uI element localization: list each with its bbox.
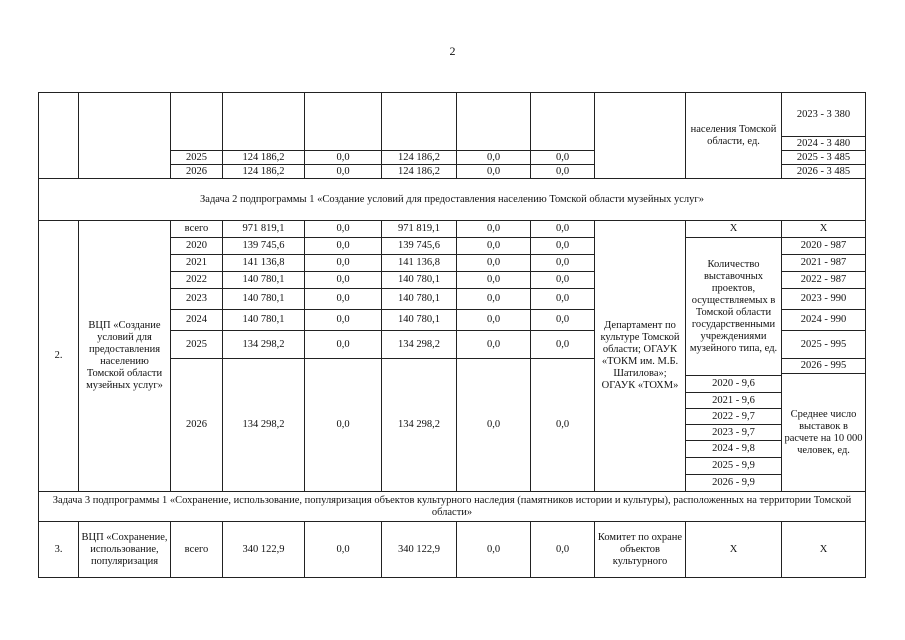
value-cell: 0,0 (305, 331, 382, 359)
year-cell: 2026 (171, 359, 223, 492)
value-cell: 134 298,2 (223, 331, 305, 359)
value-cell: 0,0 (305, 522, 382, 578)
target-cell: 2024 - 9,8 (686, 441, 782, 458)
target-cell: 2025 - 3 485 (782, 151, 866, 165)
value-cell: 0,0 (305, 255, 382, 272)
value-cell: 0,0 (531, 151, 595, 165)
value-cell: 140 780,1 (223, 310, 305, 331)
target-cell: 2023 - 9,7 (686, 425, 782, 441)
value-cell: 124 186,2 (382, 165, 457, 179)
value-cell: 140 780,1 (382, 272, 457, 289)
value-cell: 0,0 (457, 289, 531, 310)
year-cell: 2025 (171, 151, 223, 165)
year-cell: 2026 (171, 165, 223, 179)
value-cell: 140 780,1 (382, 310, 457, 331)
target-cell: 2026 - 9,9 (686, 475, 782, 492)
value-cell: 0,0 (457, 359, 531, 492)
table-row (39, 93, 866, 137)
target-cell: 2023 - 990 (782, 289, 866, 310)
value-cell: 141 136,8 (382, 255, 457, 272)
program-table (38, 92, 866, 578)
value-cell: 340 122,9 (382, 522, 457, 578)
table-row (39, 522, 866, 578)
value-cell: 0,0 (531, 522, 595, 578)
value-cell: 134 298,2 (382, 331, 457, 359)
year-cell: 2020 (171, 238, 223, 255)
row-number: 3. (39, 522, 79, 578)
value-cell: 0,0 (531, 359, 595, 492)
value-cell: 124 186,2 (382, 151, 457, 165)
year-cell: 2021 (171, 255, 223, 272)
indicator-cell: населения Томской области, ед. (686, 93, 782, 179)
page-number: 2 (449, 44, 456, 58)
value-cell: 134 298,2 (382, 359, 457, 492)
table-row (39, 221, 866, 238)
value-cell: 0,0 (531, 221, 595, 238)
x-mark: X (686, 522, 782, 578)
x-mark: X (782, 221, 866, 238)
value-cell: 971 819,1 (223, 221, 305, 238)
value-cell: 139 745,6 (382, 238, 457, 255)
target-cell: 2021 - 9,6 (686, 393, 782, 409)
x-mark: X (686, 221, 782, 238)
value-cell: 141 136,8 (223, 255, 305, 272)
value-cell: 124 186,2 (223, 165, 305, 179)
value-cell: 0,0 (531, 272, 595, 289)
value-cell: 0,0 (457, 238, 531, 255)
value-cell: 0,0 (305, 238, 382, 255)
target-cell: 2024 - 990 (782, 310, 866, 331)
value-cell: 0,0 (457, 310, 531, 331)
task-2-title: Задача 2 подпрограммы 1 «Создание условий для предоставления населению Томской области музейных услуг» (39, 179, 866, 221)
value-cell: 0,0 (457, 255, 531, 272)
value-cell: 0,0 (305, 359, 382, 492)
value-cell: 0,0 (531, 165, 595, 179)
indicator-cell: Среднее число выставок в расчете на 10 000 человек, ед. (782, 374, 866, 492)
year-cell: 2024 (171, 310, 223, 331)
value-cell: 0,0 (531, 238, 595, 255)
program-name: ВЦП «Создание условий для предоставления населению Томской области музейных услуг» (79, 221, 171, 492)
target-cell: 2026 - 995 (782, 359, 866, 374)
target-cell: 2025 - 9,9 (686, 458, 782, 475)
value-cell: 0,0 (305, 289, 382, 310)
row-number: 2. (39, 221, 79, 492)
value-cell: 0,0 (457, 165, 531, 179)
value-cell: 971 819,1 (382, 221, 457, 238)
target-cell: 2020 - 9,6 (686, 376, 782, 393)
value-cell: 0,0 (531, 289, 595, 310)
target-cell: 2022 - 987 (782, 272, 866, 289)
target-cell: 2026 - 3 485 (782, 165, 866, 179)
value-cell: 0,0 (531, 255, 595, 272)
value-cell: 134 298,2 (223, 359, 305, 492)
value-cell: 140 780,1 (223, 289, 305, 310)
year-cell: 2022 (171, 272, 223, 289)
x-mark: X (782, 522, 866, 578)
value-cell: 0,0 (305, 151, 382, 165)
target-cell: 2025 - 995 (782, 331, 866, 359)
executor-cell: Департамент по культуре Томской области; ОГАУК «ТОКМ им. М.Б. Шатилова»; ОГАУК «ТОХМ» (595, 221, 686, 492)
section-row (39, 179, 866, 221)
value-cell: 140 780,1 (223, 272, 305, 289)
indicator-cell: Количество выставочных проектов, осуществляемых в Томской области государственными учреждениями музейного типа, ед. (686, 238, 782, 376)
year-cell: всего (171, 522, 223, 578)
task-3-title: Задача 3 подпрограммы 1 «Сохранение, использование, популяризация объектов культурного наследия (памятников истории и культуры), расположенных на территории Томской области» (39, 492, 866, 522)
value-cell: 0,0 (457, 151, 531, 165)
target-cell: 2021 - 987 (782, 255, 866, 272)
target-cell: 2023 - 3 380 (782, 93, 866, 137)
year-cell: 2023 (171, 289, 223, 310)
target-cell: 2020 - 987 (782, 238, 866, 255)
value-cell: 124 186,2 (223, 151, 305, 165)
program-name: ВЦП «Сохранение, использование, популяризация (79, 522, 171, 578)
value-cell: 0,0 (305, 221, 382, 238)
section-row (39, 492, 866, 522)
value-cell: 0,0 (457, 221, 531, 238)
value-cell: 139 745,6 (223, 238, 305, 255)
year-cell: 2025 (171, 331, 223, 359)
value-cell: 0,0 (457, 272, 531, 289)
value-cell: 0,0 (305, 165, 382, 179)
value-cell: 340 122,9 (223, 522, 305, 578)
executor-cell: Комитет по охране объектов культурного (595, 522, 686, 578)
target-cell: 2024 - 3 480 (782, 137, 866, 151)
value-cell: 0,0 (305, 310, 382, 331)
value-cell: 0,0 (457, 331, 531, 359)
target-cell: 2022 - 9,7 (686, 409, 782, 425)
value-cell: 0,0 (305, 272, 382, 289)
year-cell: всего (171, 221, 223, 238)
value-cell: 0,0 (531, 331, 595, 359)
value-cell: 0,0 (531, 310, 595, 331)
value-cell: 140 780,1 (382, 289, 457, 310)
value-cell: 0,0 (457, 522, 531, 578)
